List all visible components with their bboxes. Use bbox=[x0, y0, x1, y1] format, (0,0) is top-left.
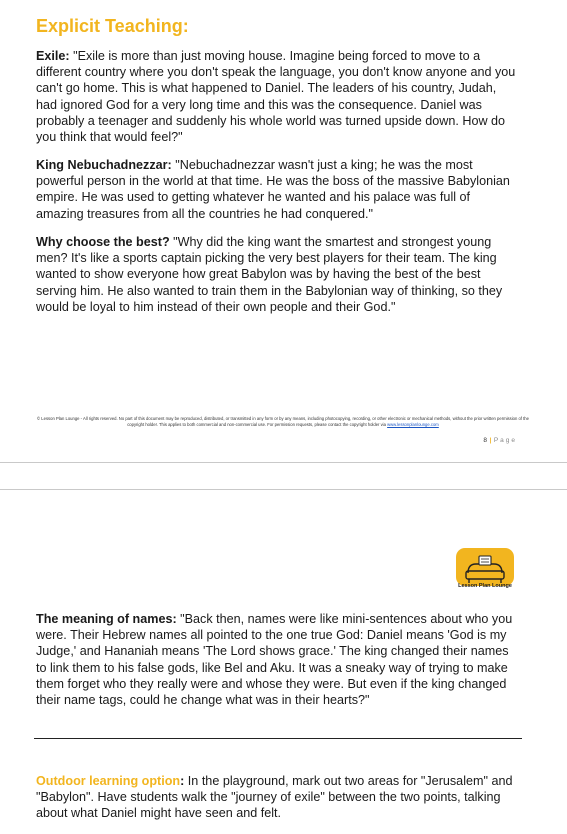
paragraph-label: The meaning of names: bbox=[36, 612, 177, 626]
paragraph-text: "Exile is more than just moving house. Imagine being forced to move to a different country where you don't speak the language, you don't know anyone and you can't go home. This is what happened to Daniel. The leaders of his country, Judah, had ignored God for a very long time and this was the consequence. Daniel was probably a teenager and suddenly his whole world was turned upside down. How do you think that would feel?" bbox=[36, 49, 516, 145]
section-title: Explicit Teaching: bbox=[36, 16, 189, 36]
logo-text: Lesson Plan Lounge bbox=[458, 583, 512, 589]
paragraph-label: Why choose the best? bbox=[36, 235, 170, 249]
paragraph-king bbox=[36, 157, 520, 222]
paragraph-best bbox=[36, 234, 520, 315]
paragraph-text: "Nebuchadnezzar wasn't just a king; he was the most powerful person in the world at that time. He was the boss of the massive Babylonian empire. He was used to getting whatever he wanted and his palace was full of amazing treasures from all the countries he had conquered." bbox=[36, 158, 510, 221]
paragraph-text: "Back then, names were like mini-sentences about who you were. Their Hebrew names all pointed to the one true God: Daniel means 'God is my Judge,' and Hananiah means 'The Lord shows grace.' The king changed their names to link them to his false gods, like Bel and Aku. It was a sneaky way of trying to make them forget who they really were and whose they were. But even if the king changed their name tags, could he change what was in their hearts?" bbox=[36, 612, 513, 708]
page-number-value: 8 bbox=[483, 437, 488, 444]
outdoor-label: Outdoor learning option bbox=[36, 774, 181, 788]
website-link[interactable]: www.lessonplanlounge.com bbox=[387, 421, 439, 427]
paragraph-text: "Why did the king want the smartest and strongest young men? It's like a sports captain picking the very best players for their team. The king wanted to show everyone how great Babylon was by having the best of the best serving him. He also wanted to train them in the Babylonian way of thinking, so they would be loyal to him instead of their own people and their God." bbox=[36, 235, 503, 314]
paragraph-text: In the playground, mark out two areas for "Jerusalem" and "Babylon". Have students walk the "journey of exile" between the two points, talking about what Daniel might have seen and felt. bbox=[36, 774, 513, 821]
divider-line bbox=[34, 738, 522, 739]
page-word: Page bbox=[493, 437, 517, 444]
outdoor-colon: : bbox=[180, 774, 185, 788]
paragraph-label: King Nebuchadnezzar: bbox=[36, 158, 172, 172]
copyright-notice bbox=[36, 416, 530, 427]
paragraph-label: Exile: bbox=[36, 49, 70, 63]
paragraph-names bbox=[36, 611, 520, 708]
page-separator: | bbox=[489, 437, 492, 444]
page-number bbox=[483, 437, 517, 444]
page-gap bbox=[0, 462, 567, 490]
paragraph-exile bbox=[36, 48, 520, 145]
paragraph-outdoor bbox=[36, 773, 520, 822]
copyright-text: © Lesson Plan Lounge - All rights reserved. No part of this document may be reproduced, distributed, or transmitted in any form or by any means, including photocopying, recording, or other electronic or mechanical methods, without the prior written permission of the copyright holder. This applies to both commercial and non-commercial use. For permission requests, please contact the copyright holder via bbox=[37, 416, 529, 427]
